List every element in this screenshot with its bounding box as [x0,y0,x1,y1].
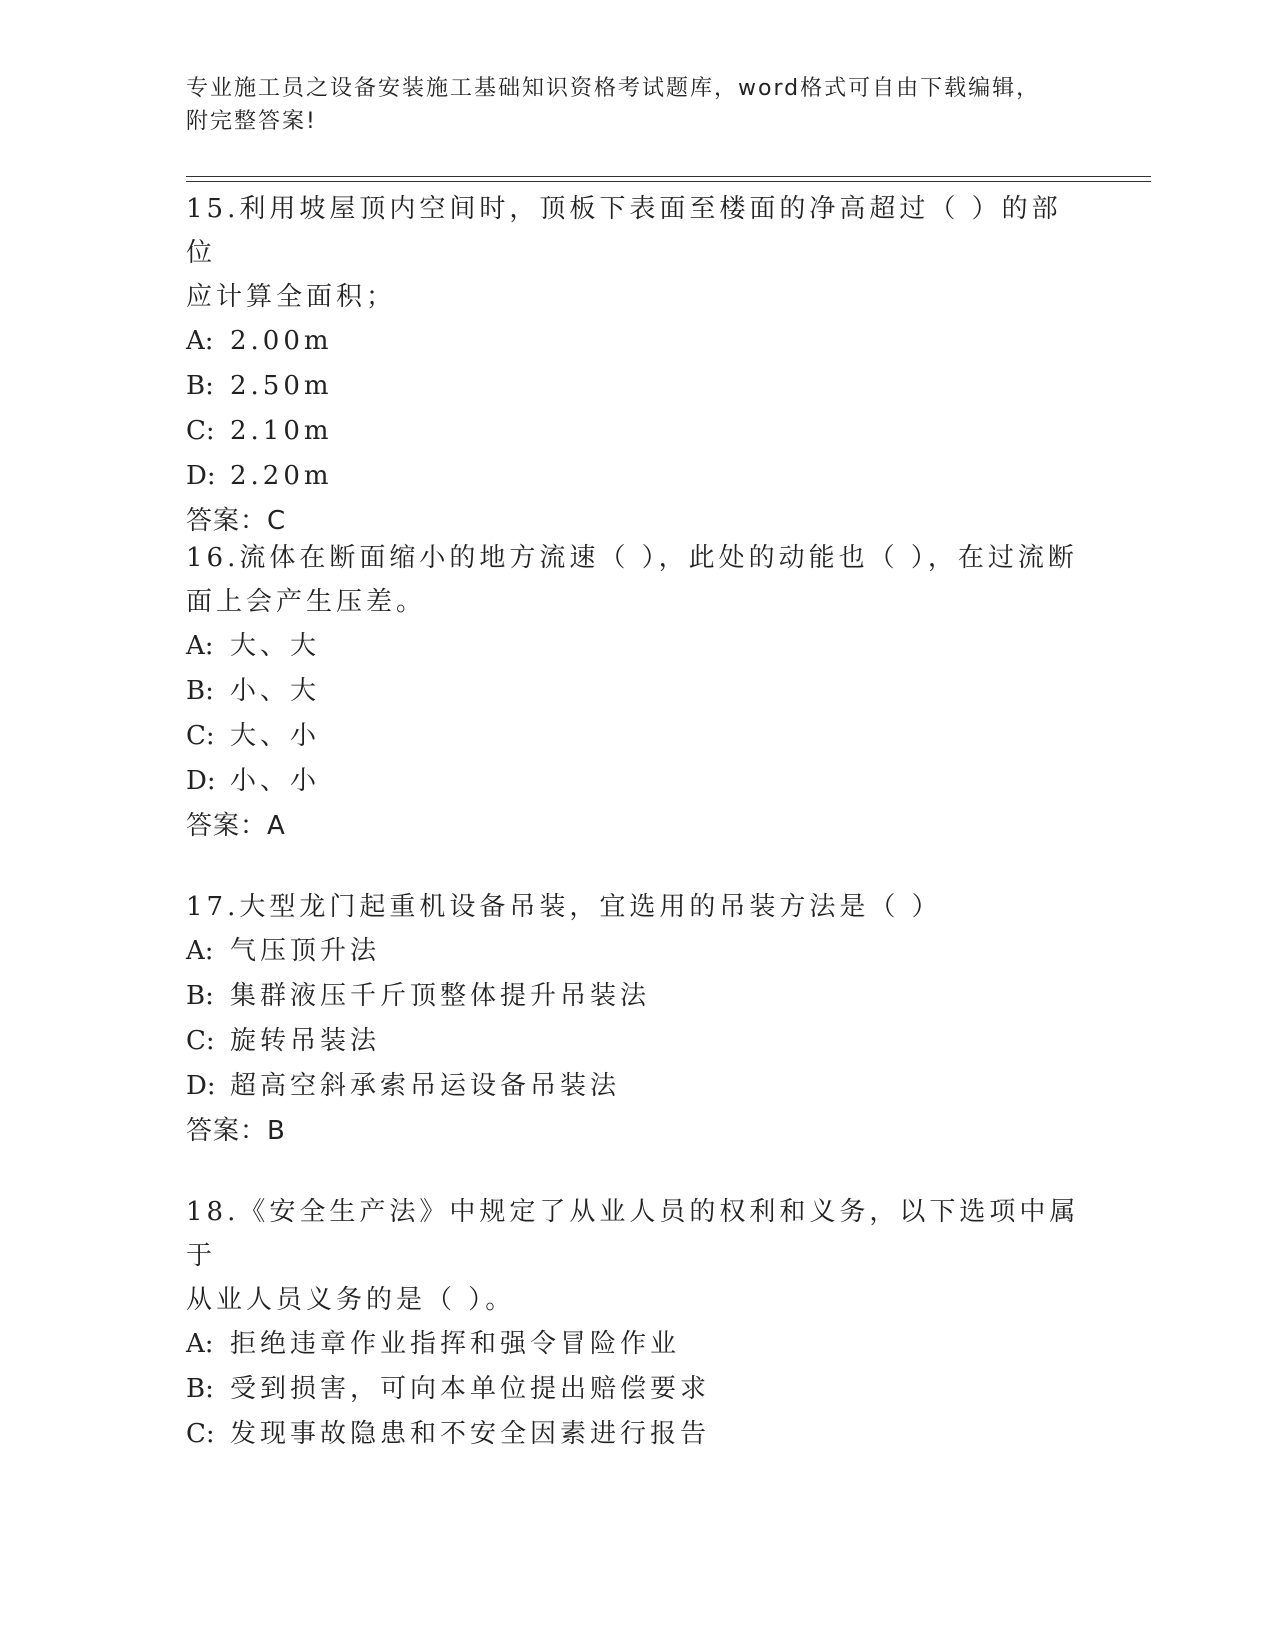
question-15 [186,187,1086,543]
answer-line: 答案：A [186,811,286,841]
option-d [186,1064,1086,1109]
option-text: 气压顶升法 [230,936,381,966]
option-text: 大、小 [230,721,321,751]
option-text: 小、大 [230,676,321,706]
question-18 [186,1190,1086,1457]
option-a [186,624,1086,669]
option-label: A: [186,936,214,966]
option-label: C: [186,721,215,751]
option-text: 发现事故隐患和不安全因素进行报告 [230,1419,711,1449]
header-title-line-1: 专业施工员之设备安装施工基础知识资格考试题库，word格式可自由下载编辑， [186,76,1041,101]
header-title-line-2: 附完整答案! [186,109,317,134]
option-b [186,669,1086,714]
option-b [186,1367,1086,1412]
question-17 [186,885,1086,1153]
option-text: 2.00m [230,326,333,356]
header-divider-bottom [186,181,1151,182]
option-a [186,929,1086,974]
option-label: D: [186,461,216,491]
question-stem-line: 15.利用坡屋顶内空间时，顶板下表面至楼面的净高超过（ ）的部位 [186,194,1062,268]
option-text: 2.10m [230,416,333,446]
option-text: 小、小 [230,766,321,796]
option-b [186,974,1086,1019]
option-text: 2.20m [230,461,333,491]
question-stem-line: 16.流体在断面缩小的地方流速（ ），此处的动能也（ ），在过流断 [186,543,1078,573]
question-16 [186,536,1086,848]
option-label: C: [186,1419,215,1449]
answer-line: 答案：C [186,506,287,536]
option-text: 受到损害，可向本单位提出赔偿要求 [230,1374,711,1404]
option-d [186,759,1086,804]
option-text: 2.50m [230,371,333,401]
document-header [186,72,1066,138]
answer-line: 答案：B [186,1116,286,1146]
option-d [186,454,1086,499]
option-label: B: [186,981,214,1011]
question-stem-line: 应计算全面积； [186,282,397,312]
option-c [186,1412,1086,1457]
option-label: A: [186,326,214,356]
option-b [186,364,1086,409]
option-label: B: [186,371,214,401]
question-stem-line: 从业人员义务的是（ ）。 [186,1285,516,1315]
option-text: 大、大 [230,631,321,661]
option-label: D: [186,1071,216,1101]
option-a [186,319,1086,364]
question-stem-line: 18.《安全生产法》中规定了从业人员的权利和义务，以下选项中属于 [186,1197,1080,1271]
option-a [186,1322,1086,1367]
option-c [186,1019,1086,1064]
option-label: A: [186,1329,214,1359]
option-c [186,409,1086,454]
option-label: B: [186,676,214,706]
option-label: C: [186,1026,215,1056]
option-label: B: [186,1374,214,1404]
question-stem-line: 17.大型龙门起重机设备吊装，宜选用的吊装方法是（ ） [186,892,942,922]
header-divider-top [186,176,1151,177]
option-label: A: [186,631,214,661]
option-label: C: [186,416,215,446]
option-c [186,714,1086,759]
question-stem-line: 面上会产生压差。 [186,587,427,617]
option-label: D: [186,766,216,796]
option-text: 旋转吊装法 [230,1026,381,1056]
option-text: 拒绝违章作业指挥和强令冒险作业 [230,1329,681,1359]
option-text: 超高空斜承索吊运设备吊装法 [230,1071,621,1101]
option-text: 集群液压千斤顶整体提升吊装法 [230,981,651,1011]
